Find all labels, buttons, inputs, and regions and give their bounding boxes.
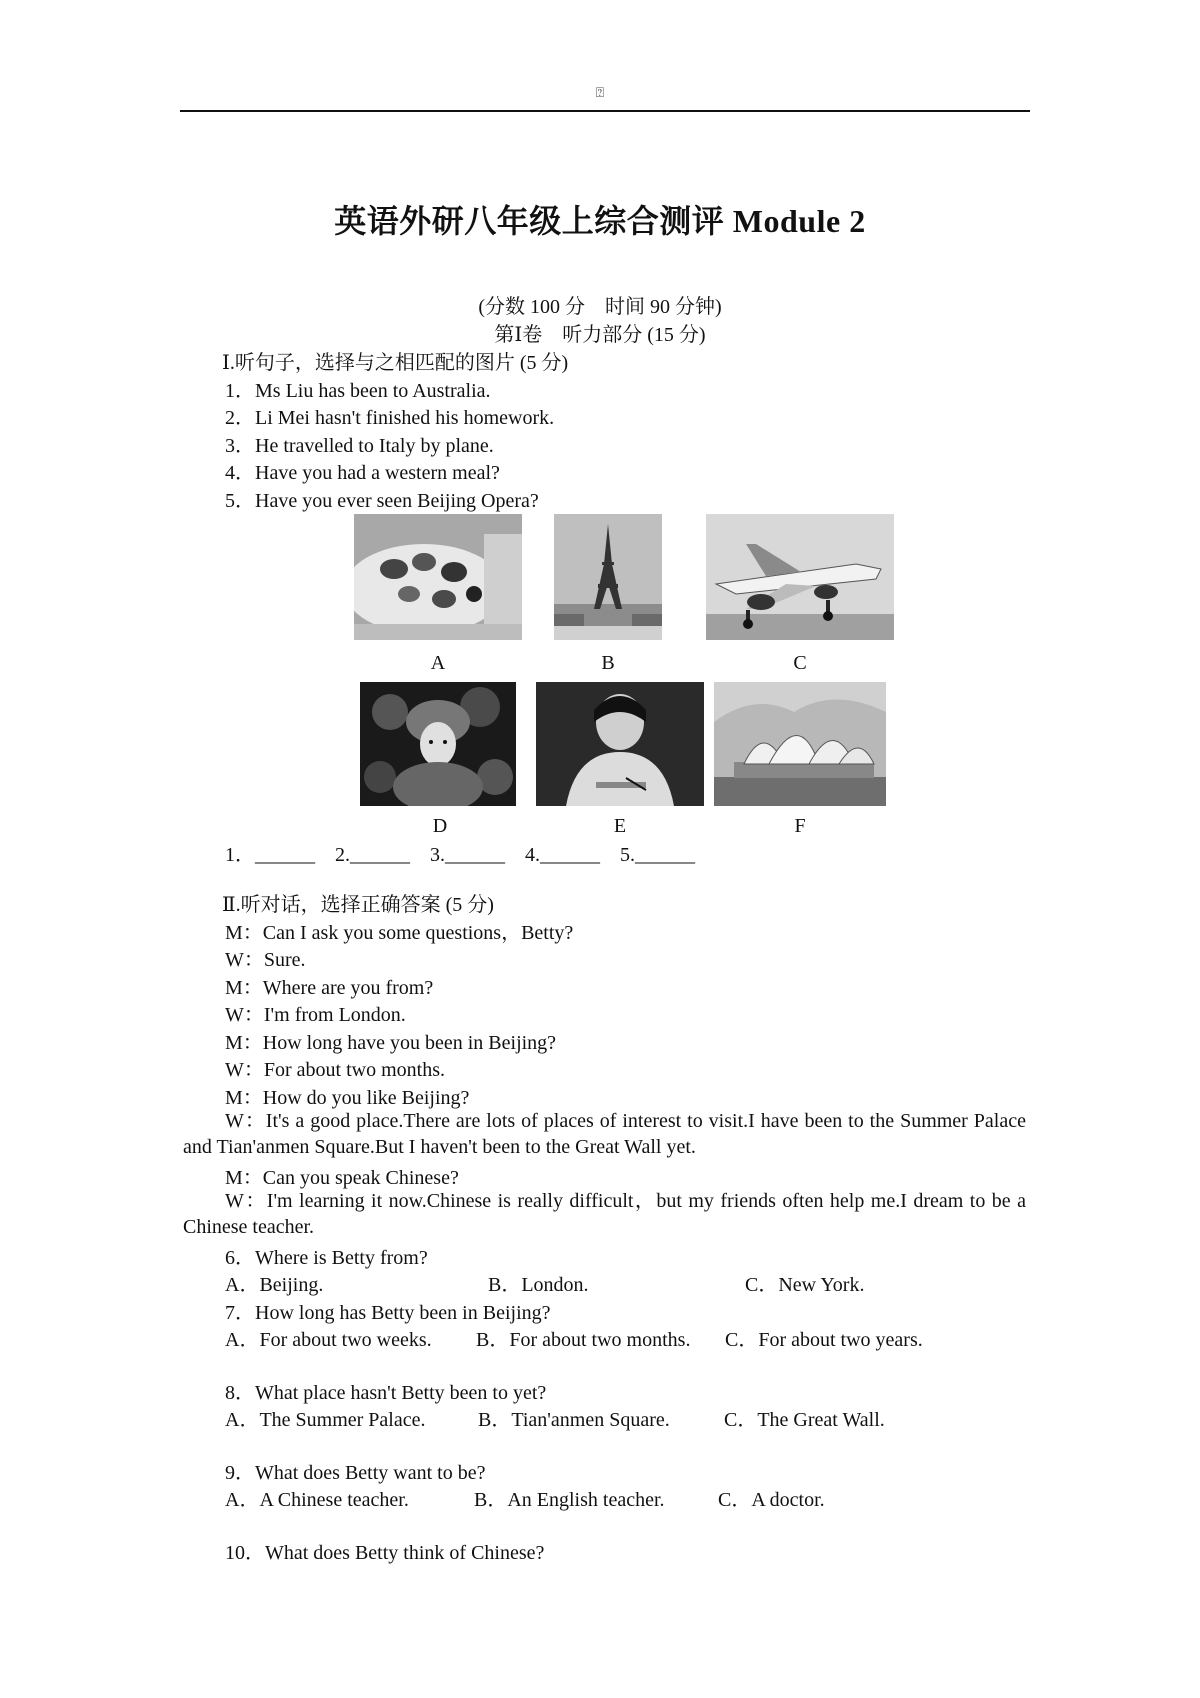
option: A．The Summer Palace. bbox=[225, 1409, 426, 1431]
section2-heading: Ⅱ.听对话，选择正确答案 (5 分) bbox=[222, 894, 494, 916]
sentence-3: 3．He travelled to Italy by plane. bbox=[225, 435, 494, 457]
girl-writing-photo bbox=[536, 682, 704, 806]
section1-heading: Ⅰ.听句子，选择与之相匹配的图片 (5 分) bbox=[222, 352, 569, 374]
dialogue-line: M：Where are you from? bbox=[225, 977, 434, 999]
cake-photo bbox=[354, 514, 522, 640]
option: A．For about two weeks. bbox=[225, 1329, 432, 1351]
beijing-opera-photo bbox=[360, 682, 516, 806]
sentence-5: 5．Have you ever seen Beijing Opera? bbox=[225, 490, 539, 512]
score-time-line: (分数 100 分 时间 90 分钟) bbox=[478, 296, 722, 318]
picture-label-c: C bbox=[793, 652, 807, 674]
part-one-heading: 第Ⅰ卷 听力部分 (15 分) bbox=[494, 324, 706, 346]
dialogue-line: M：How do you like Beijing? bbox=[225, 1087, 470, 1109]
question-10: 10．What does Betty think of Chinese? bbox=[225, 1542, 545, 1564]
option: A．A Chinese teacher. bbox=[225, 1489, 409, 1511]
header-rule bbox=[180, 110, 1030, 112]
picture-label-a: A bbox=[430, 652, 446, 674]
question-8: 8．What place hasn't Betty been to yet? bbox=[225, 1382, 547, 1404]
option: B．For about two months. bbox=[476, 1329, 691, 1351]
question-9: 9．What does Betty want to be? bbox=[225, 1462, 486, 1484]
dialogue-paragraph: W：It's a good place.There are lots of places of interest to visit.I have been to the Summer Palace and Tian'anmen Square.But I haven't been to the Great Wall yet. bbox=[183, 1110, 1026, 1158]
sentence-2: 2．Li Mei hasn't finished his homework. bbox=[225, 407, 555, 429]
sentence-4: 4．Have you had a western meal? bbox=[225, 462, 500, 484]
dialogue-line: M：How long have you been in Beijing? bbox=[225, 1032, 557, 1054]
option: A．Beijing. bbox=[225, 1274, 324, 1296]
option: C．The Great Wall. bbox=[724, 1409, 885, 1431]
dialogue-line: W：For about two months. bbox=[225, 1059, 445, 1081]
picture-label-b: B bbox=[601, 652, 615, 674]
question-6: 6．Where is Betty from? bbox=[225, 1247, 428, 1269]
dialogue-paragraph: W：I'm learning it now.Chinese is really difficult，but my friends often help me.I dream to be a Chinese teacher. bbox=[183, 1190, 1026, 1238]
answer-blanks: 1．______ 2.______ 3.______ 4.______ 5.______ bbox=[225, 844, 695, 866]
airplane-photo bbox=[706, 514, 894, 640]
picture-label-e: E bbox=[613, 815, 627, 837]
sydney-opera-house-photo bbox=[714, 682, 886, 806]
picture-label-f: F bbox=[794, 815, 806, 837]
dialogue-line: W：Sure. bbox=[225, 949, 306, 971]
dialogue-line: M：Can you speak Chinese? bbox=[225, 1167, 459, 1189]
option: C．New York. bbox=[745, 1274, 865, 1296]
option: C．A doctor. bbox=[718, 1489, 825, 1511]
dialogue-line: W：I'm from London. bbox=[225, 1004, 406, 1026]
option: B．An English teacher. bbox=[474, 1489, 665, 1511]
header-mark: ⍰ bbox=[595, 86, 605, 101]
dialogue-line: M：Can I ask you some questions，Betty? bbox=[225, 922, 574, 944]
sentence-1: 1．Ms Liu has been to Australia. bbox=[225, 380, 491, 402]
eiffel-tower-photo bbox=[554, 514, 662, 640]
question-7: 7．How long has Betty been in Beijing? bbox=[225, 1302, 551, 1324]
picture-label-d: D bbox=[432, 815, 448, 837]
page-title: 英语外研八年级上综合测评 Module 2 bbox=[334, 203, 866, 239]
option: B．London. bbox=[488, 1274, 589, 1296]
option: B．Tian'anmen Square. bbox=[478, 1409, 670, 1431]
option: C．For about two years. bbox=[725, 1329, 923, 1351]
